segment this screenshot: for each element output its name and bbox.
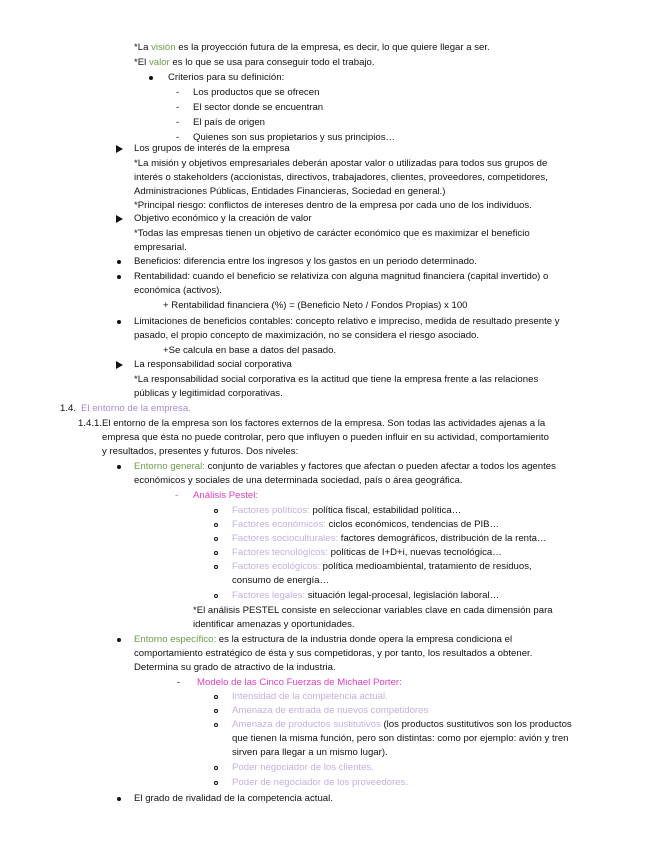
- dash-icon: -: [176, 117, 180, 128]
- criterio-item: El país de origen: [193, 117, 265, 128]
- circle-bullet-icon: [214, 537, 218, 541]
- circle-bullet-icon: [214, 781, 218, 785]
- porter-title: Modelo de las Cinco Fuerzas de Michael Porter:: [197, 677, 402, 688]
- entorno-general-label: Entorno general:: [134, 461, 205, 472]
- entorno-general: Entorno general: conjunto de variables y factores que afectan o pueden afectar a todos los agentes: [134, 461, 556, 472]
- circle-bullet-icon: [214, 551, 218, 555]
- limitaciones-line: pasado, el propio concepto de maximización, no se considera el riesgo asociado.: [134, 330, 480, 341]
- rentabilidad-line: económica (activos).: [134, 285, 222, 296]
- grupos-line: Administraciones Públicas, Entidades Financieras, Sociedad en general.): [134, 186, 446, 197]
- bullet-icon: [117, 260, 121, 264]
- pestel-factor: Factores tecnológicos: políticas de I+D+i, nuevas tecnológica…: [232, 547, 502, 558]
- objetivo-title: Objetivo económico y la creación de valor: [134, 213, 312, 224]
- dash-icon: -: [176, 132, 180, 143]
- pestel-title: Análisis Pestel:: [193, 490, 259, 501]
- dash-icon: -: [177, 677, 181, 688]
- rsc-line: *La responsabilidad social corporativa es la actitud que tiene la empresa frente a las relaciones: [134, 374, 539, 385]
- section-title: El entorno de la empresa.: [81, 403, 191, 414]
- rentabilidad-line: Rentabilidad: cuando el beneficio se relativiza con alguna magnitud financiera (capital invertido) o: [134, 271, 549, 282]
- dash-icon: -: [176, 87, 180, 98]
- rsc-title: La responsabilidad social corporativa: [134, 359, 292, 370]
- circle-bullet-icon: [214, 709, 218, 713]
- limitaciones-note: +Se calcula en base a datos del pasado.: [163, 345, 337, 356]
- subsection-line: empresa que ésta no puede controlar, pero que influyen o pueden influir en su actividad, comportamiento: [102, 432, 549, 443]
- objetivo-line: *Todas las empresas tienen un objetivo de carácter económico que es maximizar el beneficio: [134, 228, 530, 239]
- subsection-line: y resultados, presentes y futuros. Dos niveles:: [102, 446, 299, 457]
- beneficios-text: Beneficios: diferencia entre los ingresos y los gastos en un periodo determinado.: [134, 256, 477, 267]
- porter-force: Amenaza de productos sustitutivos (los productos sustitutivos son los productos: [232, 719, 572, 730]
- pestel-factor: Factores políticos: política fiscal, estabilidad política…: [232, 505, 462, 516]
- dash-icon: -: [176, 102, 180, 113]
- valor-term: valor: [148, 57, 170, 68]
- criterio-item: El sector donde se encuentran: [193, 102, 324, 113]
- grupos-line: *La misión y objetivos empresariales deberán apostar valor o utilizadas para todos sus grupos de: [134, 158, 548, 169]
- pestel-factor-line: consumo de energía…: [232, 575, 330, 586]
- bullet-icon: [117, 320, 121, 324]
- bullet-icon: [117, 638, 121, 642]
- porter-force: Intensidad de la competencia actual.: [232, 691, 388, 702]
- subsection-line: El entorno de la empresa son los factores externos de la empresa. Son todas las actividades ajenas a la: [102, 418, 546, 429]
- circle-bullet-icon: [214, 695, 218, 699]
- criterios-title: Criterios para su definición:: [168, 72, 285, 83]
- grupos-title: Los grupos de interés de la empresa: [134, 143, 290, 154]
- grupos-line: interés o stakeholders (accionistas, directivos, trabajadores, clientes, proveedores, competidores,: [134, 172, 548, 183]
- rentabilidad-formula: + Rentabilidad financiera (%) = (Beneficio Neto / Fondos Propias) x 100: [163, 300, 468, 311]
- entorno-especifico-line: Determina su grado de atractivo de la industria.: [134, 662, 336, 673]
- circle-bullet-icon: [214, 509, 218, 513]
- circle-bullet-icon: [214, 523, 218, 527]
- circle-bullet-icon: [214, 723, 218, 727]
- entorno-general-line: económicos y sociales de una determinada sociedad, país o área geográfica.: [134, 475, 463, 486]
- porter-force: Amenaza de entrada de nuevos competidores: [232, 705, 429, 716]
- porter-force-line: sirven para llegar a un mismo lugar).: [232, 747, 388, 758]
- bullet-icon: [117, 465, 121, 469]
- circle-bullet-icon: [214, 594, 218, 598]
- pestel-factor: Factores económicos: ciclos económicos, tendencias de PIB…: [232, 519, 500, 530]
- circle-bullet-icon: [214, 766, 218, 770]
- arrow-bullet-icon: [116, 361, 123, 369]
- limitaciones-line: Limitaciones de beneficios contables: concepto relativo e impreciso, medida de resultado presente y: [134, 316, 560, 327]
- pestel-factor: Factores ecológicos: política medioambiental, tratamiento de residuos,: [232, 561, 532, 572]
- pestel-factor: Factores socioculturales: factores demográficos, distribución de la renta…: [232, 533, 547, 544]
- porter-force: Poder negociador de los clientes.: [232, 762, 374, 773]
- bullet-icon: [117, 797, 121, 801]
- pestel-note: *El análisis PESTEL consiste en seleccionar variables clave en cada dimensión para: [193, 605, 553, 616]
- entorno-especifico: Entorno específico: es la estructura de la industria donde opera la empresa condiciona el: [134, 634, 513, 645]
- bullet-icon: [149, 76, 153, 80]
- pestel-factor: Factores legales: situación legal-procesal, legislación laboral…: [232, 590, 500, 601]
- objetivo-line: empresarial.: [134, 242, 187, 253]
- dash-icon: -: [175, 490, 179, 501]
- pestel-note: identificar amenazas y oportunidades.: [193, 619, 355, 630]
- arrow-bullet-icon: [116, 145, 123, 153]
- entorno-especifico-line: comportamiento estratégico de ésta y sus competidoras, y por tanto, los resultados a obtener.: [134, 648, 533, 659]
- porter-force: Poder de negociador de los proveedores.: [232, 777, 409, 788]
- rsc-line: públicas y legitimidad corporativas.: [134, 388, 283, 399]
- vision-term: visión: [151, 42, 176, 53]
- porter-force-line: que tienen la misma función, pero son distintas: como por ejemplo: avión y tren: [232, 733, 569, 744]
- rivalidad-text: El grado de rivalidad de la competencia actual.: [134, 793, 333, 804]
- valor-note: *El valor es lo que se usa para conseguir todo el trabajo.: [134, 57, 375, 68]
- subsection-number: 1.4.1.: [78, 418, 103, 429]
- grupos-line: *Principal riesgo: conflictos de intereses dentro de la empresa por cada uno de los individuos.: [134, 200, 532, 211]
- bullet-icon: [117, 275, 121, 279]
- vision-note: *La visión es la proyección futura de la empresa, es decir, lo que quiere llegar a ser.: [134, 42, 490, 53]
- criterio-item: Los productos que se ofrecen: [193, 87, 320, 98]
- circle-bullet-icon: [214, 565, 218, 569]
- entorno-especifico-label: Entorno específico:: [134, 634, 217, 645]
- criterio-item: Quienes son sus propietarios y sus principios…: [193, 132, 396, 143]
- section-number: 1.4.: [60, 403, 77, 414]
- arrow-bullet-icon: [116, 215, 123, 223]
